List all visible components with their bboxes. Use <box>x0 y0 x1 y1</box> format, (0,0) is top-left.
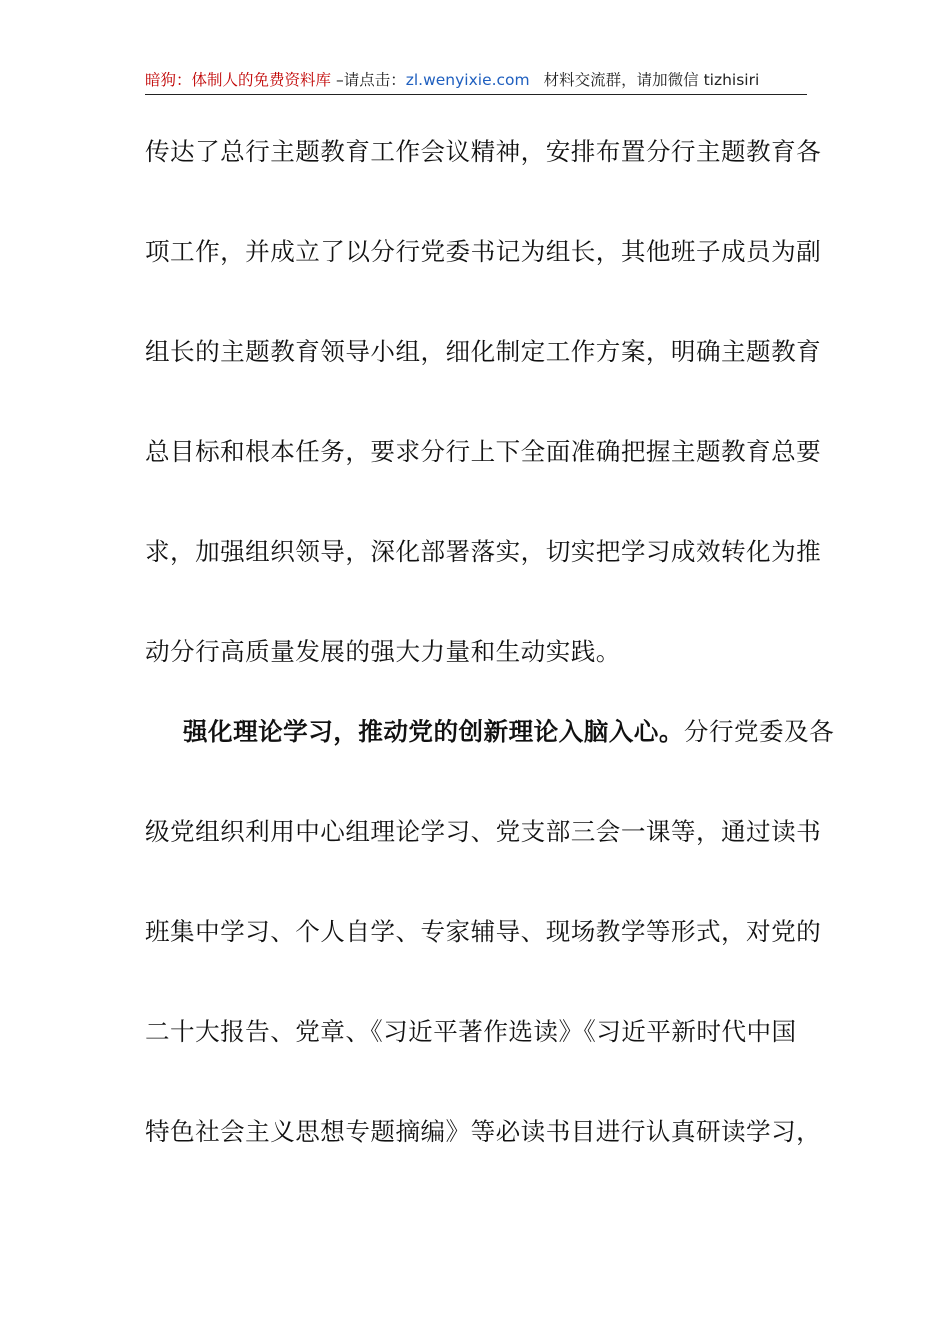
paragraph-1-line-4: 总目标和根本任务，要求分行上下全面准确把握主题教育总要 <box>145 437 822 466</box>
paragraph-1-line-1: 传达了总行主题教育工作会议精神，安排布置分行主题教育各 <box>145 137 822 166</box>
paragraph-2-heading: 强化理论学习，推动党的创新理论入脑入心。 <box>183 717 684 746</box>
paragraph-2-line-3: 班集中学习、个人自学、专家辅导、现场教学等形式，对党的 <box>145 917 822 946</box>
paragraph-1-line-6: 动分行高质量发展的强大力量和生动实践。 <box>145 637 621 666</box>
paragraph-2-line-1 <box>183 716 835 748</box>
header-brand: 暗狗：体制人的免费资料库 <box>145 71 332 89</box>
header-prompt: –请点击： <box>331 71 406 89</box>
page-header <box>145 68 807 95</box>
paragraph-1-line-2: 项工作，并成立了以分行党委书记为组长，其他班子成员为副 <box>145 237 822 266</box>
paragraph-2-line-4: 二十大报告、党章、《习近平著作选读》《习近平新时代中国 <box>145 1017 797 1046</box>
paragraph-1-line-5: 求，加强组织领导，深化部署落实，切实把学习成效转化为推 <box>145 537 822 566</box>
header-link[interactable]: zl.wenyixie.com <box>405 71 530 89</box>
paragraph-1-line-3: 组长的主题教育领导小组，细化制定工作方案，明确主题教育 <box>145 337 822 366</box>
paragraph-2-first-line-rest: 分行党委及各 <box>683 717 835 746</box>
header-group-info: 材料交流群，请加微信 tizhisiri <box>543 71 760 89</box>
paragraph-2-line-2: 级党组织利用中心组理论学习、党支部三会一课等，通过读书 <box>145 817 822 846</box>
paragraph-2-line-5: 特色社会主义思想专题摘编》等必读书目进行认真研读学习， <box>145 1117 822 1146</box>
